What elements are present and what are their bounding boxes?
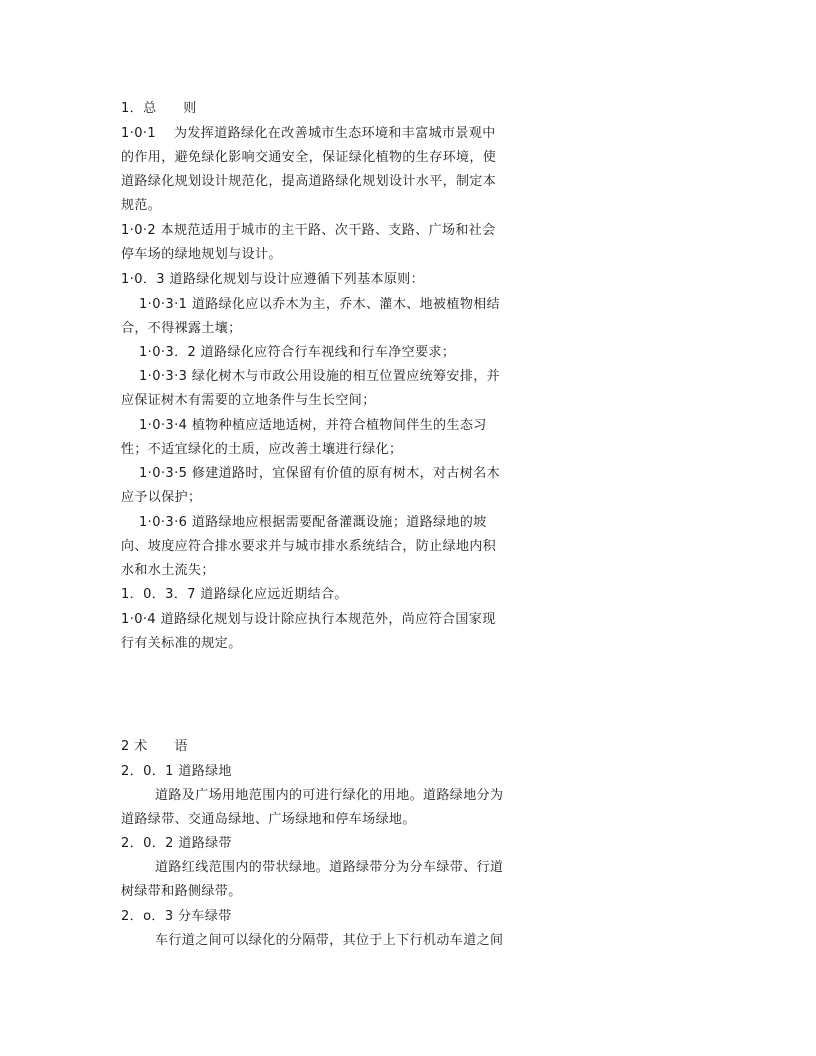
term-definition: 道路红线范围内的带状绿地。道路绿带分为分车绿带、行道 (155, 860, 504, 875)
text-line: 规范。 (121, 198, 162, 213)
clause-1-0-2: 1·0·2 本规范适用于城市的主干路、次干路、支路、广场和社会 (121, 223, 496, 238)
term-definition: 车行道之间可以绿化的分隔带，其位于上下行机动车道之间 (155, 933, 504, 948)
text-line: 道路绿化规划设计规范化，提高道路绿化规划设计水平，制定本 (121, 174, 497, 189)
term-2-0-2: 2．0．2 道路绿带 (121, 836, 232, 851)
clause-1-0-3-3: 1·0·3·3 绿化树木与市政公用设施的相互位置应统筹安排，并 (139, 369, 501, 384)
text-line: 合，不得裸露土壤； (121, 321, 242, 336)
clause-1-0-3: 1·0．3 道路绿化规划与设计应遵循下列基本原则： (121, 272, 425, 287)
text-line: 停车场的绿地规划与设计。 (121, 247, 282, 262)
term-2-0-3: 2．o．3 分车绿带 (121, 909, 232, 924)
text-line: 应予以保护； (121, 490, 202, 505)
clause-1-0-3-1: 1·0·3·1 道路绿化应以乔木为主，乔木、灌木、地被植物相结 (139, 297, 501, 312)
clause-1-0-3-5: 1·0·3·5 修建道路时，宜保留有价值的原有树木，对古树名木 (139, 466, 501, 481)
term-definition: 道路及广场用地范围内的可进行绿化的用地。道路绿地分为 (155, 788, 504, 803)
text-line: 性；不适宜绿化的土质，应改善土壤进行绿化； (121, 442, 403, 457)
clause-1-0-3-4: 1·0·3·4 植物种植应适地适树，并符合植物间伴生的生态习 (139, 418, 487, 433)
text-line: 水和水土流失； (121, 563, 215, 578)
clause-1-0-3-2: 1·0·3．2 道路绿化应符合行车视线和行车净空要求； (139, 345, 456, 360)
text-line: 向、坡度应符合排水要求并与城市排水系统结合，防止绿地内积 (121, 539, 497, 554)
text-line: 的作用，避免绿化影响交通安全，保证绿化植物的生存环境，使 (121, 150, 497, 165)
term-2-0-1: 2．0．1 道路绿地 (121, 764, 232, 779)
text-line: 树绿带和路侧绿带。 (121, 884, 242, 899)
clause-1-0-3-7: 1．0．3．7 道路绿化应远近期结合。 (121, 587, 348, 602)
text-line: 应保证树木有需要的立地条件与生长空间； (121, 393, 376, 408)
section-heading-terms: 2 术 语 (121, 739, 188, 754)
clause-1-0-3-6: 1·0·3·6 道路绿地应根据需要配备灌溉设施；道路绿地的坡 (139, 515, 487, 530)
clause-1-0-1: 1·0·1 为发挥道路绿化在改善城市生态环境和丰富城市景观中 (121, 126, 496, 141)
text-line: 道路绿带、交通岛绿地、广场绿地和停车场绿地。 (121, 812, 416, 827)
clause-1-0-4: 1·0·4 道路绿化规划与设计除应执行本规范外，尚应符合国家现 (121, 612, 496, 627)
text-line: 行有关标准的规定。 (121, 636, 242, 651)
section-heading-general: 1．总 则 (121, 101, 197, 116)
